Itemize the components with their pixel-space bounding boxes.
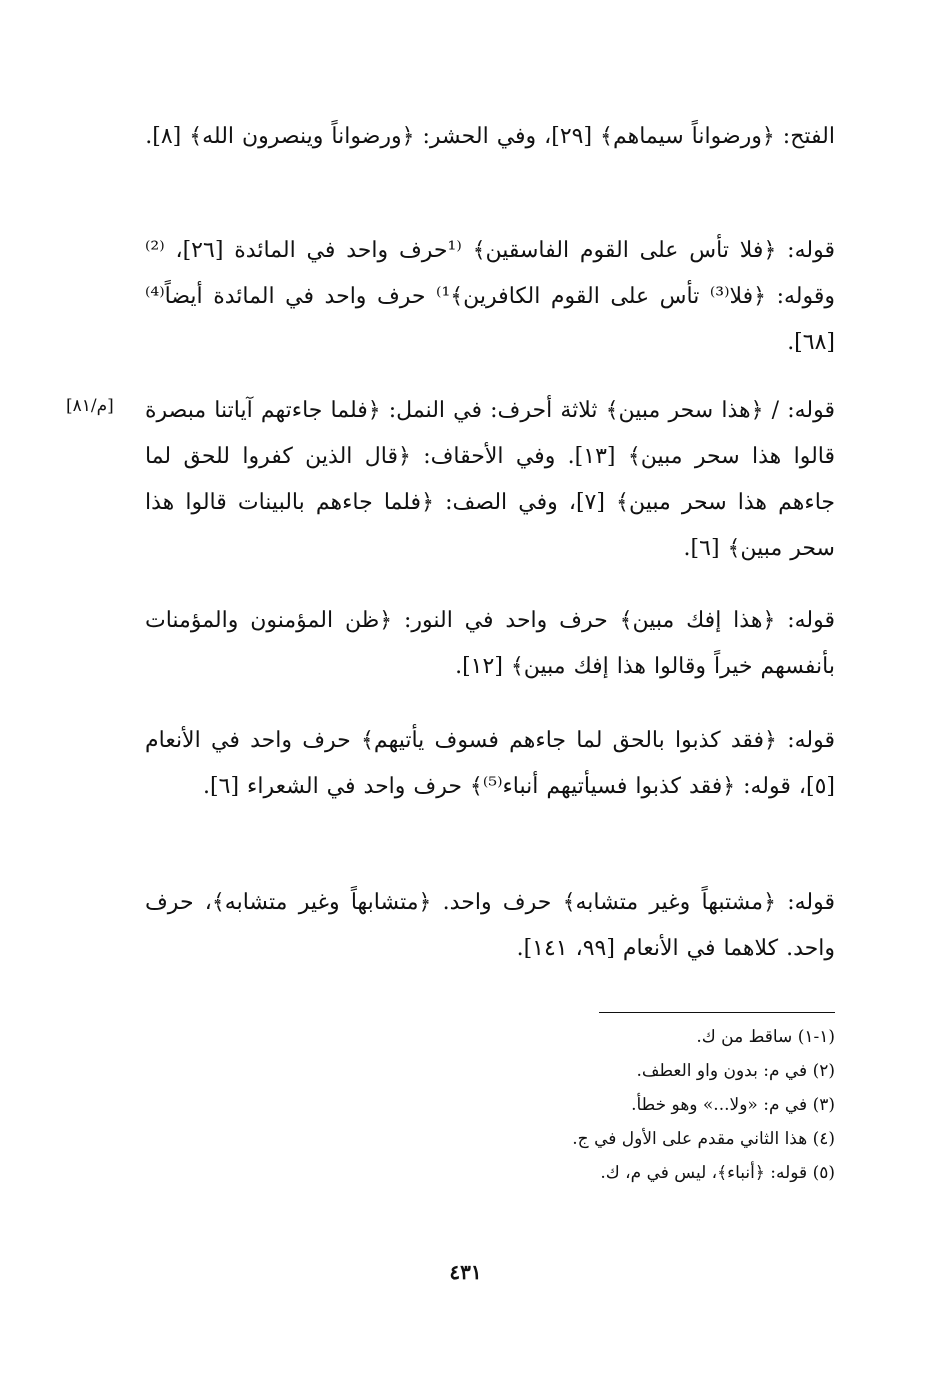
page-number: ٤٣١ — [449, 1260, 482, 1284]
footnote-3: (٣) في م: «ولا...» وهو خطأ. — [631, 1095, 835, 1115]
paragraph-2 — [145, 228, 835, 366]
footnote-1: (١-١) ساقط من ك. — [696, 1027, 835, 1047]
footnote-5: (٥) قوله: ﴿أنباء﴾، ليس في م، ك. — [600, 1163, 835, 1183]
paragraph-6 — [145, 880, 835, 972]
footnote-4: (٤) هذا الثاني مقدم على الأول في ج. — [572, 1129, 835, 1149]
paragraph-text: قوله: ﴿فقد كذبوا بالحق لما جاءهم فسوف يأتيهم﴾ حرف واحد في الأنعام [٥]، قوله: ﴿فقد كذبوا فسيأتيهم أنباء⁽⁵⁾﴾ حرف واحد في الشعراء [٦]. — [145, 728, 835, 799]
paragraph-text: قوله: ﴿مشتبهاً وغير متشابه﴾ حرف واحد. ﴿متشابهاً وغير متشابه﴾، حرف واحد. كلاهما في الأنعام [٩٩، ١٤١]. — [145, 890, 835, 961]
paragraph-text: الفتح: ﴿ورضواناً سيماهم﴾ [٢٩]، وفي الحشر: ﴿ورضواناً وينصرون الله﴾ [٨]. — [145, 124, 835, 149]
footnotes — [145, 1020, 835, 1190]
manuscript-margin-note: [م/٨١] — [66, 396, 114, 416]
paragraph-1 — [145, 114, 835, 160]
paragraph-5 — [145, 718, 835, 810]
paragraph-text: قوله: ﴿هذا إفك مبين﴾ حرف واحد في النور: ﴿ظن المؤمنون والمؤمنات بأنفسهم خيراً وقالوا هذا إفك مبين﴾ [١٢]. — [145, 608, 835, 679]
paragraph-text: قوله: / ﴿هذا سحر مبين﴾ ثلاثة أحرف: في النمل: ﴿فلما جاءتهم آياتنا مبصرة قالوا هذا سحر مبين﴾ [١٣]. وفي الأحقاف: ﴿قال الذين كفروا للحق لما جاءهم هذا سحر مبين﴾ [٧]، وفي الصف: ﴿فلما جاءهم بالبينات قالوا هذا سحر مبين﴾ [٦]. — [145, 398, 836, 561]
footnote-divider — [599, 1012, 835, 1013]
paragraph-4 — [145, 598, 835, 690]
paragraph-3 — [145, 388, 835, 572]
paragraph-text: قوله: ﴿فلا تأس على القوم الفاسقين﴾ ⁽¹حرف واحد في المائدة [٢٦]، ⁽²⁾وقوله: ﴿فلا⁽³⁾ تأس على القوم الكافرين﴾¹⁾ حرف واحد في المائدة أيضاً⁽⁴⁾ [٦٨]. — [145, 238, 835, 355]
footnote-2: (٢) في م: بدون واو العطف. — [636, 1061, 835, 1081]
